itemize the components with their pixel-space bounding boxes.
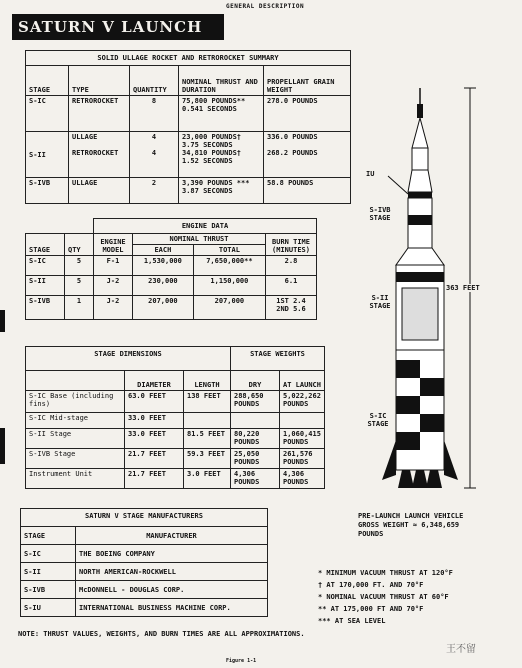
cell-burn: 6.1 — [266, 276, 317, 296]
cell-total: 7,650,000** — [193, 256, 265, 276]
sic-roll-pattern — [420, 414, 444, 432]
label-sivb-stage: S-IVB STAGE — [369, 206, 391, 222]
table-row — [26, 469, 325, 489]
dimensions-table-title: STAGE DIMENSIONS — [26, 347, 231, 371]
cell-dry — [231, 413, 280, 429]
sivb-stripe — [408, 215, 432, 225]
cell-stage: S-IC — [21, 545, 76, 563]
cell-total: 207,000 — [193, 296, 265, 320]
sic-roll-pattern — [396, 432, 420, 450]
table-row — [21, 563, 268, 581]
dim-header-blank — [26, 371, 125, 391]
caption-line: GROSS WEIGHT ≈ 6,348,659 — [358, 521, 460, 529]
cell-diameter: 21.7 FEET — [125, 449, 184, 469]
cell-length: 3.0 FEET — [184, 469, 231, 489]
cell-manufacturer: McDONNELL - DOUGLAS CORP. — [76, 581, 268, 599]
table-row — [26, 296, 317, 320]
cell-label: S-IC Base (including fins) — [26, 391, 125, 413]
cell-type: ULLAGE — [72, 133, 98, 141]
cell-qty: 1 — [65, 296, 94, 320]
fin — [382, 440, 396, 480]
instrument-unit — [408, 192, 432, 198]
label-iu: IU — [366, 170, 375, 178]
cell-diameter: 33.0 FEET — [125, 413, 184, 429]
cell-manufacturer: INTERNATIONAL BUSINESS MACHINE CORP. — [76, 599, 268, 617]
saturn-v-illustration — [330, 60, 510, 520]
engine-bell — [412, 470, 428, 488]
cell-model: J-2 — [94, 296, 133, 320]
cell-dry: 288,650 POUNDS — [231, 391, 280, 413]
table-row — [26, 413, 325, 429]
cell-length — [184, 413, 231, 429]
cell-stage: S-II — [21, 563, 76, 581]
cell-total: 1,150,000 — [193, 276, 265, 296]
dim-header-length: LENGTH — [184, 371, 231, 391]
cell-qty: 8 — [130, 96, 179, 132]
figure-caption: Figure 1-1 — [226, 658, 257, 664]
ullage-header-quantity: QUANTITY — [130, 66, 179, 96]
cell-model: F-1 — [94, 256, 133, 276]
engine-header-total: TOTAL — [193, 245, 265, 256]
table-row — [21, 545, 268, 563]
cell-diameter: 33.0 FEET — [125, 429, 184, 449]
cell-label: S-IVB Stage — [26, 449, 125, 469]
cell-length: 81.5 FEET — [184, 429, 231, 449]
cell-burn: 1ST 2.4 2ND 5.6 — [266, 296, 317, 320]
cell-type: RETROROCKET — [72, 149, 119, 157]
engine-data-table — [25, 218, 317, 320]
cell-type: RETROROCKET — [69, 96, 130, 132]
cell-thrust: 3,390 POUNDS *** — [182, 179, 250, 187]
cell-thrust: 75,800 POUNDS** — [182, 97, 246, 105]
dim-header-dry: DRY — [231, 371, 280, 391]
cell-label: S-II Stage — [26, 429, 125, 449]
table-row — [26, 132, 351, 178]
cell-manufacturer: THE BOEING COMPANY — [76, 545, 268, 563]
footnote: *** AT SEA LEVEL — [318, 617, 386, 625]
weights-table-title: STAGE WEIGHTS — [231, 347, 325, 371]
table-row — [26, 178, 351, 204]
cell-dry: 80,220 POUNDS — [231, 429, 280, 449]
cell-qty: 5 — [65, 256, 94, 276]
iu-leader-line — [388, 176, 408, 194]
cell-launch: 1,060,415 POUNDS — [280, 429, 325, 449]
cell-launch: 4,306 POUNDS — [280, 469, 325, 489]
cell-stage: S-IC — [26, 96, 69, 132]
manufacturers-table-title: SATURN V STAGE MANUFACTURERS — [21, 509, 268, 527]
table-row — [21, 581, 268, 599]
ullage-table — [25, 50, 351, 204]
manufacturers-table — [20, 508, 268, 617]
footnote: * MINIMUM VACUUM THRUST AT 120°F — [318, 569, 453, 577]
cell-qty: 2 — [130, 178, 179, 204]
cell-weight: 58.8 POUNDS — [264, 178, 351, 204]
stage-dimensions-table — [25, 346, 325, 489]
table-row — [26, 276, 317, 296]
sic-roll-pattern — [396, 396, 420, 414]
engine-header-model: ENGINE MODEL — [94, 234, 133, 256]
edge-mark — [0, 428, 5, 464]
rocket-caption — [358, 512, 463, 539]
cell-model: J-2 — [94, 276, 133, 296]
table-row — [21, 599, 268, 617]
caption-line: POUNDS — [358, 530, 384, 538]
cell-qty: 4 — [151, 149, 157, 157]
cell-launch: 5,022,262 POUNDS — [280, 391, 325, 413]
cell-label: S-IC Mid-stage — [26, 413, 125, 429]
footnotes — [318, 567, 453, 627]
cell-weight: 278.0 POUNDS — [264, 96, 351, 132]
label-height: 363 FEET — [446, 284, 480, 292]
cell-length: 138 FEET — [184, 391, 231, 413]
table-row — [26, 96, 351, 132]
dim-header-diameter: DIAMETER — [125, 371, 184, 391]
service-module — [412, 148, 428, 170]
engine-table-title: ENGINE DATA — [94, 219, 317, 234]
cell-qty: 5 — [65, 276, 94, 296]
sic-roll-pattern — [396, 360, 420, 378]
cell-diameter: 63.0 FEET — [125, 391, 184, 413]
cell-stage: S-IVB — [26, 296, 65, 320]
engine-bell — [398, 470, 414, 488]
approximation-note: NOTE: THRUST VALUES, WEIGHTS, AND BURN TIMES ARE ALL APPROXIMATIONS. — [18, 630, 305, 638]
cell-duration: 0.541 SECONDS — [182, 105, 237, 113]
page-header-note: GENERAL DESCRIPTION — [226, 3, 305, 10]
table-row — [26, 429, 325, 449]
command-module — [412, 118, 428, 148]
cell-stage: S-II — [26, 276, 65, 296]
mfr-header-stage: STAGE — [21, 527, 76, 545]
cell-weight: 268.2 POUNDS — [267, 149, 318, 157]
watermark: 王不留 — [446, 644, 476, 655]
cell-diameter: 21.7 FEET — [125, 469, 184, 489]
table-row — [26, 391, 325, 413]
adapter — [408, 170, 432, 192]
fin — [444, 440, 458, 480]
sii-tank — [402, 288, 438, 340]
cell-weight: 336.0 POUNDS — [267, 133, 318, 141]
footnote: † AT 170,000 FT. AND 70°F — [318, 581, 424, 589]
table-row — [26, 256, 317, 276]
sii-stripe — [396, 272, 444, 282]
cell-each: 1,530,000 — [133, 256, 194, 276]
engine-header-stage: STAGE — [26, 234, 65, 256]
cell-burn: 2.8 — [266, 256, 317, 276]
cell-manufacturer: NORTH AMERICAN-ROCKWELL — [76, 563, 268, 581]
interstage — [396, 248, 444, 265]
ullage-header-weight: PROPELLANT GRAIN WEIGHT — [264, 66, 351, 96]
label-sic-stage: S-IC STAGE — [367, 412, 389, 428]
mfr-header-manufacturer: MANUFACTURER — [76, 527, 268, 545]
engine-header-qty: QTY — [65, 234, 94, 256]
ullage-table-title: SOLID ULLAGE ROCKET AND RETROROCKET SUMMARY — [26, 51, 351, 66]
cell-launch: 261,576 POUNDS — [280, 449, 325, 469]
caption-line: PRE-LAUNCH LAUNCH VEHICLE — [358, 512, 464, 520]
cell-duration: 3.75 SECONDS — [182, 141, 233, 149]
ullage-header-thrust: NOMINAL THRUST AND DURATION — [179, 66, 264, 96]
cell-stage: S-IVB — [21, 581, 76, 599]
cell-each: 207,000 — [133, 296, 194, 320]
cell-dry: 25,050 POUNDS — [231, 449, 280, 469]
ullage-header-type: TYPE — [69, 66, 130, 96]
cell-thrust: 23,000 POUNDS† — [182, 133, 242, 141]
label-sii-stage: S-II STAGE — [369, 294, 391, 310]
cell-stage: S-IC — [26, 256, 65, 276]
page-title: SATURN V LAUNCH VEHICLE — [12, 14, 224, 40]
cell-thrust: 34,810 POUNDS† — [182, 149, 242, 157]
cell-label: Instrument Unit — [26, 469, 125, 489]
cell-duration: 3.87 SECONDS — [182, 187, 233, 195]
cell-stage: S-II — [26, 132, 69, 178]
dim-header-at-launch: AT LAUNCH — [280, 371, 325, 391]
ullage-header-stage: STAGE — [26, 66, 69, 96]
table-row — [26, 449, 325, 469]
cell-stage: S-IVB — [26, 178, 69, 204]
engine-header-nominal-thrust: NOMINAL THRUST — [133, 234, 266, 245]
cell-type: ULLAGE — [69, 178, 130, 204]
cell-dry: 4,306 POUNDS — [231, 469, 280, 489]
engine-bell — [426, 470, 442, 488]
cell-stage: S-IU — [21, 599, 76, 617]
cell-qty: 4 — [151, 133, 157, 141]
footnote: ** AT 175,000 FT AND 70°F — [318, 605, 424, 613]
engine-header-burn-time: BURN TIME (MINUTES) — [266, 234, 317, 256]
cell-duration: 1.52 SECONDS — [182, 157, 233, 165]
engine-header-each: EACH — [133, 245, 194, 256]
cell-each: 230,000 — [133, 276, 194, 296]
edge-mark — [0, 310, 5, 332]
escape-motor — [417, 104, 423, 118]
cell-length: 59.3 FEET — [184, 449, 231, 469]
footnote: * NOMINAL VACUUM THRUST AT 60°F — [318, 593, 449, 601]
sic-roll-pattern — [420, 378, 444, 396]
cell-launch — [280, 413, 325, 429]
